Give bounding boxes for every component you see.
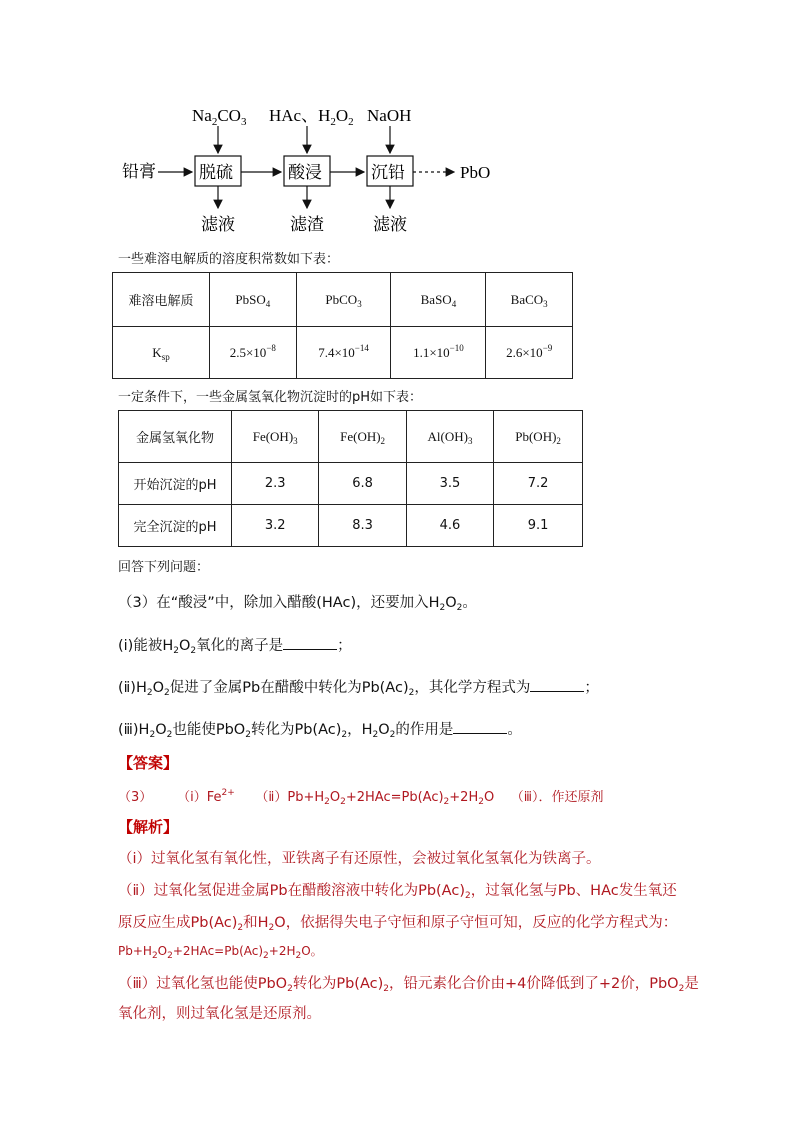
answer-line: （3） $(ⅰ)Fe^{2+}$ $(ⅱ)Pb+H_2O_2+2HAc=Pb(Ac)_2+2H_2O$ （ⅲ）．作还原剂	[118, 788, 604, 807]
ph-intro: 一定条件下，一些金属氢氧化物沉淀时的pH如下表：	[118, 390, 423, 405]
ksp-value: $2.5\times 10^{-8}$	[210, 327, 297, 379]
ph-compound: $Fe(OH)_3$	[232, 411, 319, 463]
ph-row-label: 完全沉淀的pH	[119, 505, 232, 547]
flow-step-precipitate: 沉铅	[371, 163, 405, 183]
ksp-value: $1.1\times 10^{-10}$	[391, 327, 486, 379]
output-filtrate-2: 滤液	[373, 215, 407, 235]
ph-table	[118, 410, 583, 547]
ksp-compound: BaCO$_3$	[486, 273, 573, 327]
analysis-equation: $Pb+H_2O_2+2HAc=Pb(Ac)_2+2H_2O$。	[118, 944, 323, 961]
ph-compound: $Al(OH)_3$	[406, 411, 493, 463]
ksp-compound: PbCO$_3$	[296, 273, 391, 327]
reagent-hac-h2o2: HAc、$H_2O_2$	[269, 106, 354, 128]
answer-blank	[530, 679, 584, 692]
flow-step-desulfurize: 脱硫	[199, 163, 233, 183]
table-row	[119, 463, 583, 505]
answer-blank	[283, 637, 337, 650]
analysis-line-3: 原反应生成$Pb(Ac)_2$和$H_2O$，依据得失电子守恒和原子守恒可知，反应的化学方程式为：	[118, 915, 678, 933]
analysis-line-1: （ⅰ）过氧化氢有氧化性，亚铁离子有还原性，会被过氧化氢氧化为铁离子。	[118, 851, 601, 867]
flow-product: PbO	[460, 163, 491, 182]
table-row	[113, 273, 573, 327]
question-3: （3）在“酸浸”中，除加入醋酸(HAc)，还要加入$H_2O_2$。	[118, 595, 477, 613]
analysis-tag: 【解析】	[118, 818, 179, 836]
table-row	[119, 505, 583, 547]
output-filtrate-1: 滤液	[201, 215, 235, 235]
process-flowchart	[112, 96, 512, 236]
ksp-table	[112, 272, 573, 379]
analysis-line-5: （ⅲ）过氧化氢也能使PbO$_2$转化为$Pb(Ac)_2$，铅元素化合价由+4价降低到了+2价，PbO$_2$是	[118, 976, 699, 994]
question-prompt: 回答下列问题：	[118, 560, 210, 575]
ksp-row-label: $K_{sp}$	[113, 327, 210, 379]
answer-blank	[453, 721, 507, 734]
ph-compound: $Pb(OH)_2$	[494, 411, 583, 463]
ph-value: 2.3	[232, 463, 319, 505]
ksp-header-label: 难溶电解质	[113, 273, 210, 327]
analysis-line-2: （ⅱ）过氧化氢促进金属Pb在醋酸溶液中转化为$Pb(Ac)_2$，过氧化氢与Pb、HAc发生氧还	[118, 883, 677, 901]
ph-value: 7.2	[494, 463, 583, 505]
ph-value: 3.5	[406, 463, 493, 505]
question-i: (ⅰ)能被$H_2O_2$氧化的离子是 ；	[118, 638, 352, 656]
ph-value: 9.1	[494, 505, 583, 547]
question-ii: $(ⅱ)H_2O_2$促进了金属Pb在醋酸中转化为$Pb(Ac)_2$，其化学方程式为 ；	[118, 680, 599, 698]
ph-header-label: 金属氢氧化物	[119, 411, 232, 463]
flow-step-acid-leach: 酸浸	[288, 163, 322, 183]
ksp-intro: 一些难溶电解质的溶度积常数如下表：	[118, 252, 340, 267]
ksp-value: $7.4\times 10^{-14}$	[296, 327, 391, 379]
reagent-na2co3: $Na_2CO_3$	[192, 106, 247, 128]
ph-value: 8.3	[319, 505, 406, 547]
answer-tag: 【答案】	[118, 754, 179, 772]
table-row	[119, 411, 583, 463]
analysis-line-6: 氧化剂，则过氧化氢是还原剂。	[118, 1006, 321, 1022]
ph-row-label: 开始沉淀的pH	[119, 463, 232, 505]
ph-value: 6.8	[319, 463, 406, 505]
question-iii: $(ⅲ)H_2O_2$也能使PbO$_2$转化为$Pb(Ac)_2$，$H_2O_2$的作用是 。	[118, 722, 522, 740]
flow-input-label: 铅膏	[122, 162, 156, 182]
ph-value: 3.2	[232, 505, 319, 547]
ksp-value: $2.6\times 10^{-9}$	[486, 327, 573, 379]
ksp-compound: BaSO$_4$	[391, 273, 486, 327]
reagent-naoh: NaOH	[367, 106, 412, 125]
ph-value: 4.6	[406, 505, 493, 547]
ph-compound: $Fe(OH)_2$	[319, 411, 406, 463]
table-row	[113, 327, 573, 379]
output-residue: 滤渣	[290, 215, 324, 235]
ksp-compound: PbSO$_4$	[210, 273, 297, 327]
